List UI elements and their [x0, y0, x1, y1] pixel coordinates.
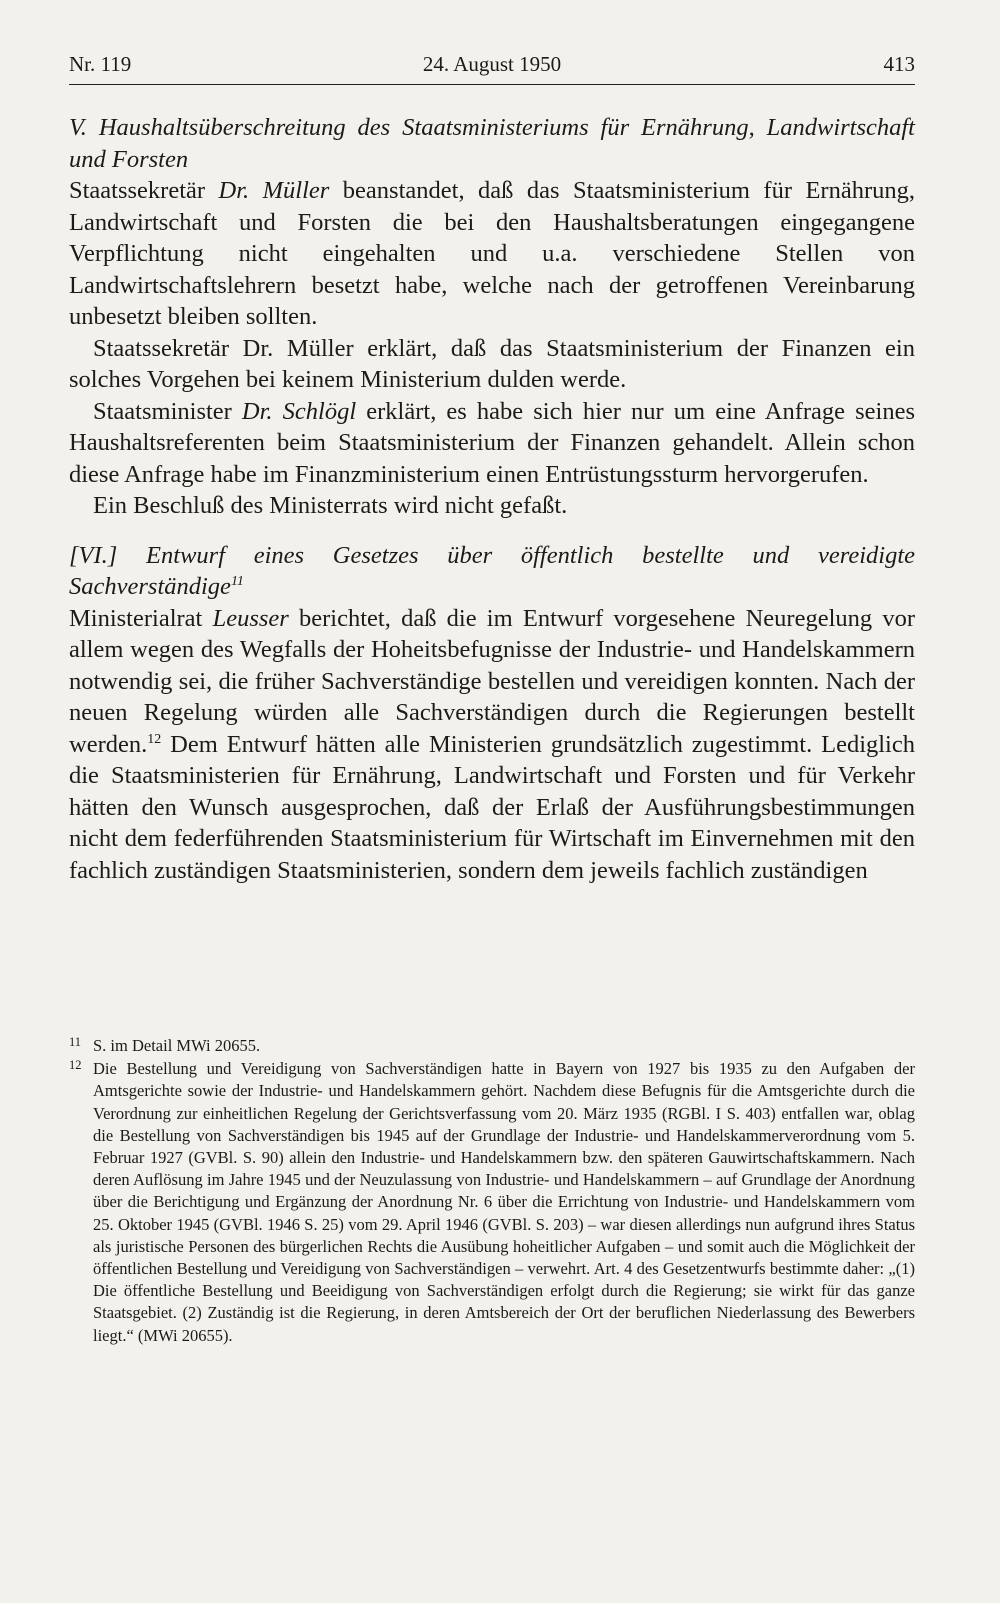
paragraph: Ein Beschluß des Ministerrats wird nicht gefaßt. — [93, 492, 568, 519]
protocol-number: Nr. 119 — [69, 52, 132, 76]
footnote-number: 11 — [69, 1035, 82, 1049]
section-heading-vi: [VI.] Entwurf eines Gesetzes über öffentlich bestellte und vereidigte Sachverständige$^{11}$ — [69, 541, 915, 600]
footnotes — [69, 1035, 915, 1348]
page-number: 413 — [883, 52, 915, 76]
footnote-number: 12 — [69, 1058, 82, 1073]
main-text — [69, 112, 915, 886]
header-rule — [69, 84, 915, 85]
speaker-name: Dr. Schlögl — [241, 397, 357, 425]
footnote-ref: 11 — [230, 573, 244, 589]
paragraph: Staatsminister Dr. Schlögl erklärt, es habe sich hier nur um eine Anfrage seines Haushaltsreferenten beim Staatsministerium der Finanzen gehandelt. Allein schon diese Anfrage habe im Finanzministerium einen Entrüstungssturm hervorgerufen. — [69, 397, 915, 488]
paragraph: Ministerialrat Leusser berichtet, daß die im Entwurf vorgesehene Neuregelung vor allem wegen des Wegfalls der Hoheitsbefugnisse der Industrie- und Handelskammern notwendig sei, die früher Sachverständige bestellen und vereidigen konnten. Nach der neuen Regelung würden alle Sachverständigen durch die Regierungen bestellt werden.$^{12}$ Dem Entwurf hätten alle Ministerien grundsätzlich zugestimmt. Lediglich die Staatsministerien für Ernährung, Landwirtschaft und Forsten und für Verkehr hätten den Wunsch ausgesprochen, daß der Erlaß der Ausführungsbestimmungen nicht dem federführenden Staatsministerium für Wirtschaft im Einvernehmen mit den fachlich zuständigen Staatsministerien, sondern dem jeweils fachlich zuständigen — [69, 604, 916, 884]
speaker-name: Dr. Müller — [218, 177, 330, 204]
paragraph: Staatssekretär Dr. Müller erklärt, daß das Staatsministerium der Finanzen ein solches Vorgehen bei keinem Ministerium dulden werde. — [69, 334, 915, 393]
speaker-name: Leusser — [212, 604, 289, 632]
footnote: 12 Die Bestellung und Vereidigung von Sachverständigen hatte in Bayern von 1927 bis 1935 zu den Aufgaben der Amtsgerichte sowie der Industrie- und Handelskammern gehört. Nachdem diese Befugnis für die Amtsgerichte durch die Verordnung zur einheitlichen Regelung der Gerichtsverfassung vom 20. März 1935 (RGBl. I S. 403) entfallen war, oblag die Bestellung von Sachverständigen bis 1945 auf der Grundlage der Industrie- und Handelskammerverordnung vom 5. Februar 1927 (GVBl. S. 90) allein den Industrie- und Handelskammern bzw. den späteren Gauwirtschaftskammern. Nach deren Auflösung im Jahre 1945 und der Neuzulassung von Industrie- und Handelskammern – auf Grundlage der Anordnung über die Berichtigung und Ergänzung der Anordnung Nr. 6 über die Errichtung von Industrie- und Handelskammern vom 25. Oktober 1945 (GVBl. 1946 S. 25) vom 29. April 1946 (GVBl. S. 203) – war diesen allerdings nun aufgrund ihres Status als juristische Personen des bürgerlichen Rechts die Ausübung hoheitlicher Aufgaben – und somit auch die Möglichkeit der öffentlichen Bestellung und Vereidigung von Sachverständigen – verwehrt. Art. 4 des Gesetzentwurfs bestimmte daher: „(1) Die öffentliche Bestellung und Beeidigung von Sachverständigen erfolgt durch die Regierung; sie wirkt für das ganze Staatsgebiet. (2) Zuständig ist die Regierung, in deren Amtsbereich der Ort der beruflichen Niederlassung des Bewerbers liegt.“ (MWi 20655). — [69, 1058, 915, 1347]
running-header — [69, 46, 915, 82]
footnote-ref: 12 — [147, 731, 162, 747]
header-date: 24. August 1950 — [422, 52, 562, 76]
paragraph: Staatssekretär Dr. Müller beanstandet, daß das Staatsministerium für Ernährung, Landwirtschaft und Forsten die bei den Haushaltsberatungen eingegangene Verpflichtung nicht eingehalten und u.a. verschiedene Stellen von Landwirtschaftslehrern besetzt habe, welche nach der getroffenen Vereinbarung unbesetzt bleiben sollten. — [69, 177, 915, 330]
footnote: 11 S. im Detail MWi 20655. — [69, 1035, 915, 1057]
section-heading-v: V. Haushaltsüberschreitung des Staatsministeriums für Ernährung, Landwirtschaft und Forsten — [69, 114, 915, 173]
